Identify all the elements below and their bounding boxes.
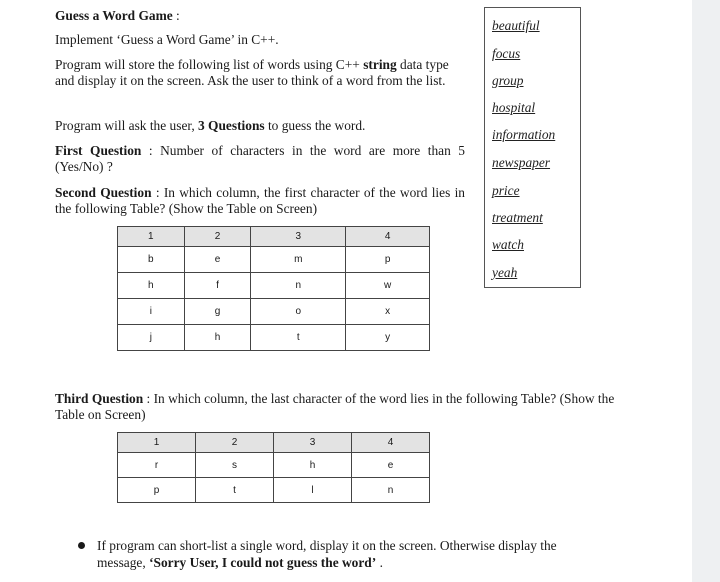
implement-instruction: Implement ‘Guess a Word Game’ in C++. bbox=[55, 32, 279, 47]
table-cell: m bbox=[251, 247, 346, 273]
bullet-icon bbox=[78, 542, 85, 549]
table-row bbox=[118, 299, 430, 325]
word-item: group bbox=[492, 73, 524, 88]
viewer-gutter bbox=[692, 0, 720, 582]
word-item: yeah bbox=[492, 265, 518, 280]
document-title: Guess a Word Game : bbox=[55, 8, 180, 23]
table-row bbox=[118, 453, 430, 478]
table-cell: h bbox=[184, 325, 251, 351]
column-header: 1 bbox=[118, 433, 196, 453]
column-header: 3 bbox=[274, 433, 352, 453]
table-cell: b bbox=[118, 247, 185, 273]
questions-intro: Program will ask the user, 3 Questions to guess the word. bbox=[55, 118, 366, 133]
bullet-instruction: If program can short-list a single word, display it on the screen. Otherwise display the message, ‘Sorry User, I could not guess the word’ . bbox=[97, 538, 557, 570]
column-header: 3 bbox=[251, 227, 346, 247]
table-cell: e bbox=[184, 247, 251, 273]
table-header-row bbox=[118, 433, 430, 453]
program-description: Program will store the following list of words using C++ string data type and display it on the screen. Ask the user to think of a word from the list. bbox=[55, 57, 449, 88]
table-cell: y bbox=[346, 325, 430, 351]
table-cell: i bbox=[118, 299, 185, 325]
table-cell: n bbox=[251, 273, 346, 299]
first-character-table bbox=[117, 226, 430, 351]
word-item: price bbox=[492, 183, 520, 198]
table-cell: t bbox=[196, 478, 274, 503]
table-cell: e bbox=[352, 453, 430, 478]
word-list-box bbox=[484, 7, 581, 288]
column-header: 4 bbox=[346, 227, 430, 247]
column-header: 4 bbox=[352, 433, 430, 453]
word-item: watch bbox=[492, 237, 524, 252]
table-cell: j bbox=[118, 325, 185, 351]
second-question: Second Question : In which column, the first character of the word lies in the following Table? (Show the Table on Screen) bbox=[55, 185, 465, 216]
table-row bbox=[118, 478, 430, 503]
table-cell: s bbox=[196, 453, 274, 478]
table-cell: o bbox=[251, 299, 346, 325]
column-header: 2 bbox=[184, 227, 251, 247]
word-item: newspaper bbox=[492, 155, 551, 170]
column-header: 2 bbox=[196, 433, 274, 453]
word-item: hospital bbox=[492, 100, 536, 115]
word-item: information bbox=[492, 127, 556, 142]
word-item: treatment bbox=[492, 210, 543, 225]
table-cell: w bbox=[346, 273, 430, 299]
table-cell: r bbox=[118, 453, 196, 478]
column-header: 1 bbox=[118, 227, 185, 247]
table-cell: t bbox=[251, 325, 346, 351]
table-cell: f bbox=[184, 273, 251, 299]
table-cell: x bbox=[346, 299, 430, 325]
first-question: First Question : Number of characters in the word are more than 5 (Yes/No) ? bbox=[55, 143, 465, 174]
table-cell: h bbox=[274, 453, 352, 478]
table-row bbox=[118, 325, 430, 351]
word-item: beautiful bbox=[492, 18, 540, 33]
table-cell: n bbox=[352, 478, 430, 503]
last-character-table bbox=[117, 432, 430, 503]
table-row bbox=[118, 273, 430, 299]
table-cell: l bbox=[274, 478, 352, 503]
table-header-row bbox=[118, 227, 430, 247]
word-item: focus bbox=[492, 46, 521, 61]
table-cell: p bbox=[118, 478, 196, 503]
table-cell: h bbox=[118, 273, 185, 299]
third-question: Third Question : In which column, the last character of the word lies in the following Table? (Show the Table on Screen) bbox=[55, 391, 615, 422]
table-cell: g bbox=[184, 299, 251, 325]
table-row bbox=[118, 247, 430, 273]
table-cell: p bbox=[346, 247, 430, 273]
